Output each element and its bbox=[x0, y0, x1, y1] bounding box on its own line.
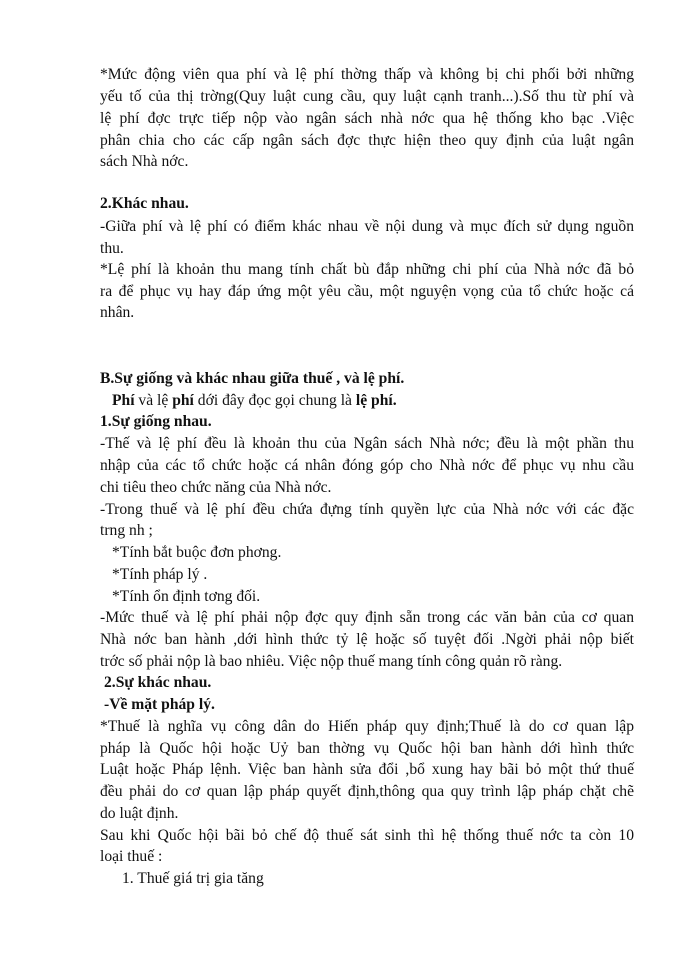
text-line: -Giữa phí và lệ phí có điểm khác nhau về nội dung và mục đích sử dụng nguồn bbox=[100, 218, 634, 235]
text-line: *Thuế là nghĩa vụ công dân do Hiến pháp quy định;Thuế là do cơ quan lập bbox=[100, 718, 634, 735]
text-line: -Mức thuế và lệ phí phải nộp đợc quy định sẵn trong các văn bản của cơ quan bbox=[100, 609, 634, 626]
text-line: đều phải do cơ quan lập pháp quyết định,thông qua quy trình lập pháp chặt chẽ bbox=[100, 783, 634, 800]
note-line bbox=[112, 390, 634, 412]
similarities-heading: 1.Sự giống nhau. bbox=[100, 413, 212, 430]
text-line: thu. bbox=[100, 240, 124, 257]
note-word: và lệ bbox=[134, 392, 173, 409]
note-word: dới đây đọc gọi chung là bbox=[193, 392, 356, 409]
text-line: do luật định. bbox=[100, 805, 179, 822]
section-b-heading: B.Sự giống và khác nhau giữa thuế , và lệ phí. bbox=[100, 370, 405, 387]
text-line: -Thế và lệ phí đều là khoản thu của Ngân sách Nhà nớc; đều là một phần thu bbox=[100, 435, 634, 452]
trait-item: *Tính bắt buộc đơn phơng. bbox=[112, 544, 282, 561]
text-line: pháp là Quốc hội hoặc Uỷ ban thờng vụ Quốc hội ban hành dới hình thức bbox=[100, 740, 634, 757]
trait-item: *Tính ổn định tơng đối. bbox=[112, 588, 261, 605]
text-line: ra để phục vụ hay đáp ứng một yêu cầu, một nguyện vọng của tổ chức hoặc cá bbox=[100, 283, 634, 300]
text-line: nhập của các tổ chức hoặc cá nhân đóng góp cho Nhà nớc để phục vụ nhu cầu bbox=[100, 457, 634, 474]
text-line: lệ phí đợc trực tiếp nộp vào ngân sách nhà nớc qua hệ thống kho bạc .Việc bbox=[100, 110, 634, 127]
text-line: *Lệ phí là khoản thu mang tính chất bù đắp những chi phí của Nhà nớc đã bỏ bbox=[100, 261, 634, 278]
text-line: phân chia cho các cấp ngân sách đợc thực hiện theo quy định của luật ngân bbox=[100, 132, 634, 149]
text-line: -Trong thuế và lệ phí đều chứa đựng tính quyền lực của Nhà nớc với các đặc bbox=[100, 501, 634, 518]
text-line: yếu tố của thị trờng(Quy luật cung cầu, quy luật cạnh tranh...).Số thu từ phí và bbox=[100, 88, 634, 105]
section-heading: 2.Khác nhau. bbox=[100, 195, 189, 212]
note-word: lệ phí. bbox=[355, 392, 397, 409]
text-line: sách Nhà nớc. bbox=[100, 153, 189, 170]
text-line: loại thuế : bbox=[100, 848, 163, 865]
note-word: phí bbox=[172, 392, 194, 409]
legal-heading: -Về mặt pháp lý. bbox=[104, 696, 215, 713]
text-line: Nhà nớc ban hành ,dới hình thức tỷ lệ hoặc số tuyệt đối .Ngời phải nộp biết bbox=[100, 631, 634, 648]
text-line: trng nh ; bbox=[100, 522, 153, 539]
differences-heading: 2.Sự khác nhau. bbox=[104, 674, 212, 691]
text-line: Sau khi Quốc hội bãi bỏ chế độ thuế sát sinh thì hệ thống thuế nớc ta còn 10 bbox=[100, 827, 634, 844]
text-line: nhân. bbox=[100, 304, 135, 321]
text-line: Luật hoặc Pháp lệnh. Việc ban hành sửa đổi ,bổ xung hay bãi bỏ một thứ thuế bbox=[100, 761, 634, 778]
text-line: trớc số phải nộp là bao nhiêu. Việc nộp thuế mang tính công quản rõ ràng. bbox=[100, 653, 563, 670]
trait-item: *Tính pháp lý . bbox=[112, 566, 208, 583]
tax-list-item: 1. Thuế giá trị gia tăng bbox=[122, 870, 264, 887]
text-line: chi tiêu theo chức năng của Nhà nớc. bbox=[100, 479, 332, 496]
text-line: *Mức động viên qua phí và lệ phí thờng thấp và không bị chi phối bởi những bbox=[100, 66, 634, 83]
note-word: Phí bbox=[112, 392, 135, 409]
